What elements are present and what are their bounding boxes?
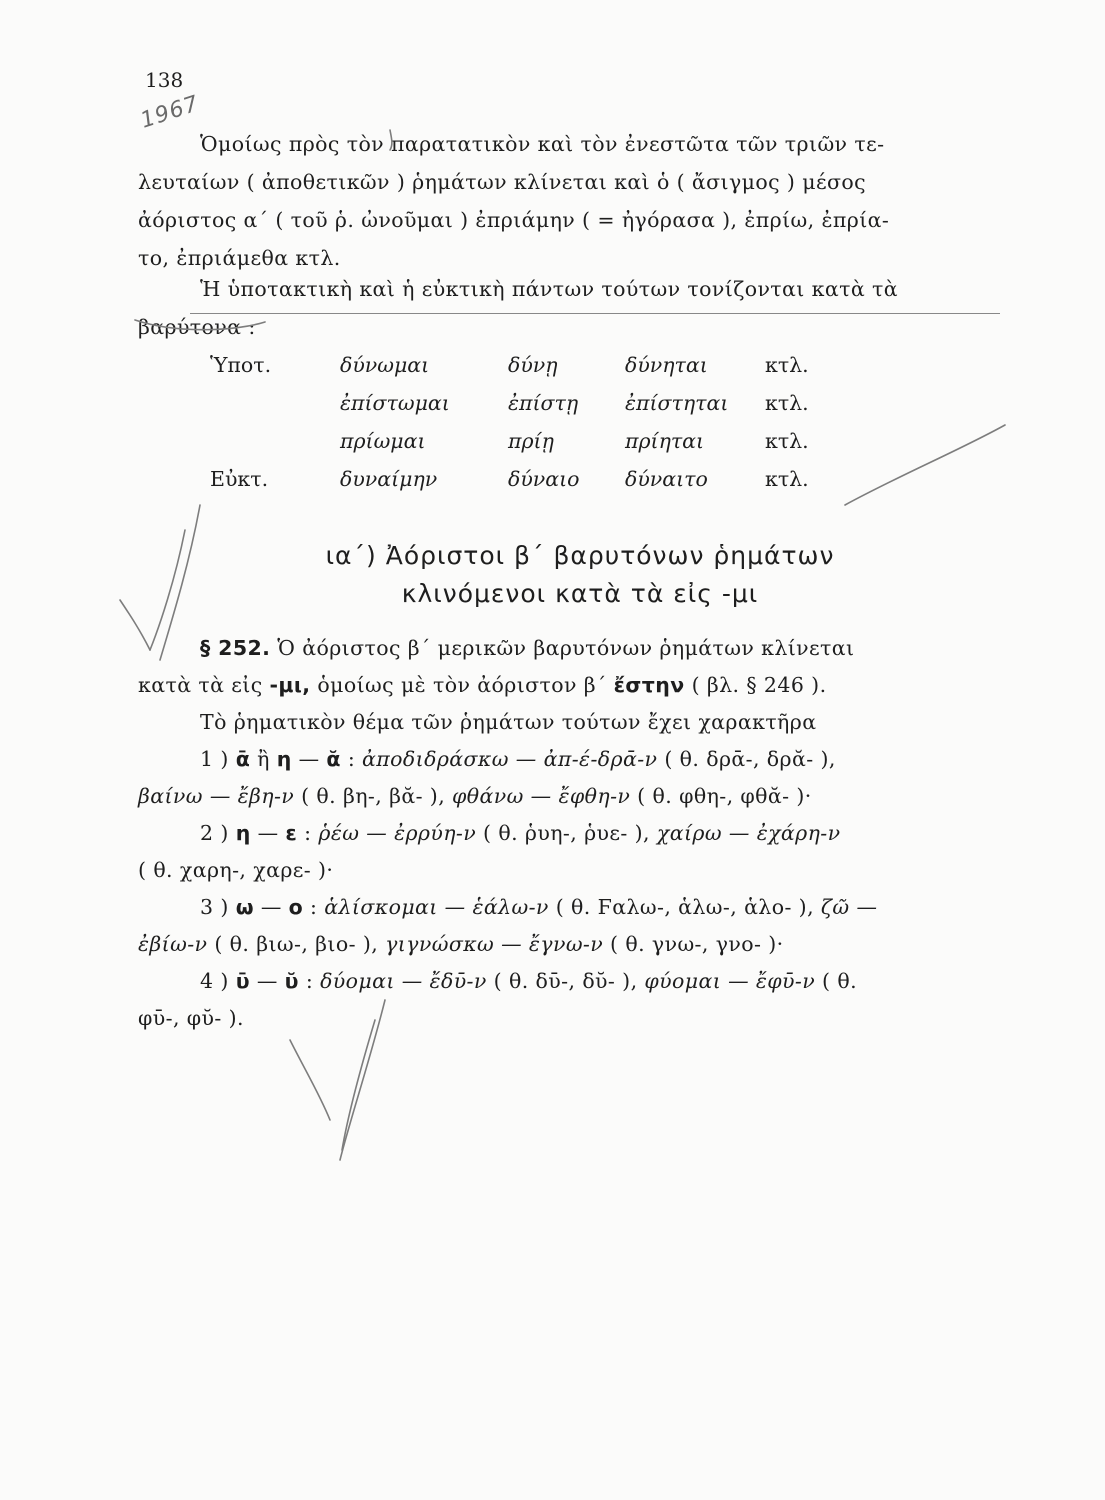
text-span: 1 )	[200, 747, 236, 771]
pencil-annotation: 1967	[137, 91, 203, 134]
table-cell: κτλ.	[765, 391, 809, 415]
text-line	[138, 667, 827, 704]
table-cell: κτλ.	[765, 353, 809, 377]
mood-label: Εὐκτ.	[210, 467, 269, 491]
table-cell: ἐπίστῃ	[508, 391, 579, 415]
text-span: η	[276, 747, 292, 771]
mood-label: Ὑποτ.	[210, 353, 272, 377]
text-span: :	[297, 821, 319, 845]
text-line: Ἡ ὑποτακτικὴ καὶ ἡ εὐκτικὴ πάντων τούτων τονίζονται κατὰ τὰ	[200, 277, 898, 301]
text-span: φθάνω — ἔφθη-ν	[452, 784, 631, 808]
text-line: Ὁμοίως πρὸς τὸν παρατατικὸν καὶ τὸν ἐνεστῶτα τῶν τριῶν τε-	[200, 132, 885, 156]
text-span: ( θ. βιω-, βιο- ),	[207, 932, 386, 956]
text-span: ἔστην	[613, 673, 685, 697]
table-cell: δύναιο	[508, 467, 580, 491]
text-span: —	[249, 969, 285, 993]
pencil-stroke	[290, 1040, 330, 1120]
text-span: ( θ. φθη-, φθᾰ- )·	[630, 784, 812, 808]
text-span: ( θ. γνω-, γνο- )·	[603, 932, 784, 956]
text-span: δύομαι — ἔδῡ-ν	[320, 969, 487, 993]
text-line	[138, 778, 812, 815]
text-span: :	[298, 969, 321, 993]
text-line: Τὸ ῥηματικὸν θέμα τῶν ῥημάτων τούτων ἔχει χαρακτῆρα	[200, 710, 817, 734]
text-line	[200, 889, 877, 926]
table-cell: πρίηται	[625, 429, 705, 453]
text-span: χαίρω — ἐχάρη-ν	[656, 821, 841, 845]
pencil-stroke	[342, 1020, 375, 1150]
pencil-stroke	[160, 505, 200, 660]
text-span: ( θ. δῡ-, δῠ- ),	[486, 969, 645, 993]
table-cell: κτλ.	[765, 467, 809, 491]
text-span: :	[340, 747, 363, 771]
text-line: λευταίων ( ἀποθετικῶν ) ῥημάτων κλίνεται καὶ ὁ ( ἄσιγμος ) μέσος	[138, 170, 866, 194]
text-span: —	[250, 821, 286, 845]
text-span: κατὰ τὰ εἰς	[138, 673, 270, 697]
table-cell: δύνωμαι	[340, 353, 430, 377]
text-line	[200, 963, 857, 1000]
text-line	[138, 926, 784, 963]
section-number: § 252.	[200, 636, 271, 660]
table-cell: δύνηται	[625, 353, 708, 377]
text-span: 2 )	[200, 821, 236, 845]
text-span: ( θ. βη-, βᾰ- ),	[294, 784, 453, 808]
text-line: ἀόριστος α΄ ( τοῦ ῥ. ὠνοῦμαι ) ἐπριάμην ( = ἠγόρασα ), ἐπρίω, ἐπρία-	[138, 208, 890, 232]
text-span: βαίνω — ἔβη-ν	[138, 784, 295, 808]
text-line	[200, 630, 854, 667]
text-span: φύομαι — ἔφῡ-ν	[644, 969, 816, 993]
text-span: ( θ. δρᾱ-, δρᾰ- ),	[657, 747, 836, 771]
text-span: ῡ	[235, 969, 250, 993]
table-cell: δύναιτο	[625, 467, 708, 491]
table-cell: ἐπίστηται	[625, 391, 729, 415]
text-span: —	[291, 747, 327, 771]
text-span: 4 )	[200, 969, 236, 993]
text-span: —	[253, 895, 289, 919]
text-line: βαρύτονα :	[138, 315, 256, 339]
text-line	[200, 741, 836, 778]
text-span: ᾰ	[326, 747, 341, 771]
text-span: ἁλίσκομαι — ἑάλω-ν	[324, 895, 549, 919]
text-span: :	[303, 895, 325, 919]
text-span: ῠ	[284, 969, 299, 993]
text-span: ἀποδιδράσκω — ἀπ-έ-δρᾱ-ν	[362, 747, 658, 771]
text-line: το, ἐπριάμεθα κτλ.	[138, 246, 341, 270]
section-heading	[250, 537, 910, 613]
paragraph-subjunctive-optative	[138, 270, 998, 346]
text-span: ω	[235, 895, 254, 919]
pencil-stroke	[845, 425, 1005, 505]
text-span: ὁμοίως μὲ τὸν ἀόριστον β΄	[310, 673, 614, 697]
text-line: φῡ-, φῠ- ).	[138, 1006, 244, 1030]
table-cell: πρίωμαι	[340, 429, 426, 453]
pencil-stroke	[340, 1000, 385, 1160]
table-cell: κτλ.	[765, 429, 809, 453]
text-line: ( θ. χαρη-, χαρε- )·	[138, 858, 334, 882]
text-span: ( θ. Ϝαλω-, ἁλω-, ἁλο- ),	[548, 895, 821, 919]
text-span: ᾱ	[235, 747, 251, 771]
text-span: ἐβίω-ν	[138, 932, 208, 956]
table-cell: ἐπίστωμαι	[340, 391, 450, 415]
table-cell: δυναίμην	[340, 467, 438, 491]
text-span: 3 )	[200, 895, 236, 919]
table-cell: πρίῃ	[508, 429, 554, 453]
text-line	[200, 815, 841, 852]
text-span: ( θ. ῥυη-, ῥυε- ),	[476, 821, 657, 845]
text-span: ζῶ —	[820, 895, 878, 919]
pencil-underline	[190, 313, 1000, 314]
text-span: ο	[288, 895, 304, 919]
text-span: γιγνώσκω — ἔγνω-ν	[385, 932, 604, 956]
text-span: ῥέω — ἐρρύη-ν	[318, 821, 477, 845]
heading-line: ια΄) Ἀόριστοι β΄ βαρυτόνων ῥημάτων	[325, 541, 835, 570]
text-span: -μι,	[269, 673, 311, 697]
text-span: ἢ	[250, 747, 277, 771]
page-number: 138	[145, 68, 184, 92]
heading-line: κλινόμενοι κατὰ τὰ εἰς -μι	[401, 579, 759, 608]
text-span: η	[235, 821, 251, 845]
pencil-stroke	[150, 530, 185, 650]
text-span: Ὁ ἀόριστος β΄ μερικῶν βαρυτόνων ῥημάτων κλίνεται	[277, 636, 855, 660]
text-span: ( θ.	[815, 969, 857, 993]
text-span: ε	[285, 821, 298, 845]
paragraph-aorist-intro	[138, 125, 998, 277]
table-cell: δύνῃ	[508, 353, 558, 377]
text-span: ( βλ. § 246 ).	[684, 673, 827, 697]
pencil-stroke	[120, 600, 150, 650]
